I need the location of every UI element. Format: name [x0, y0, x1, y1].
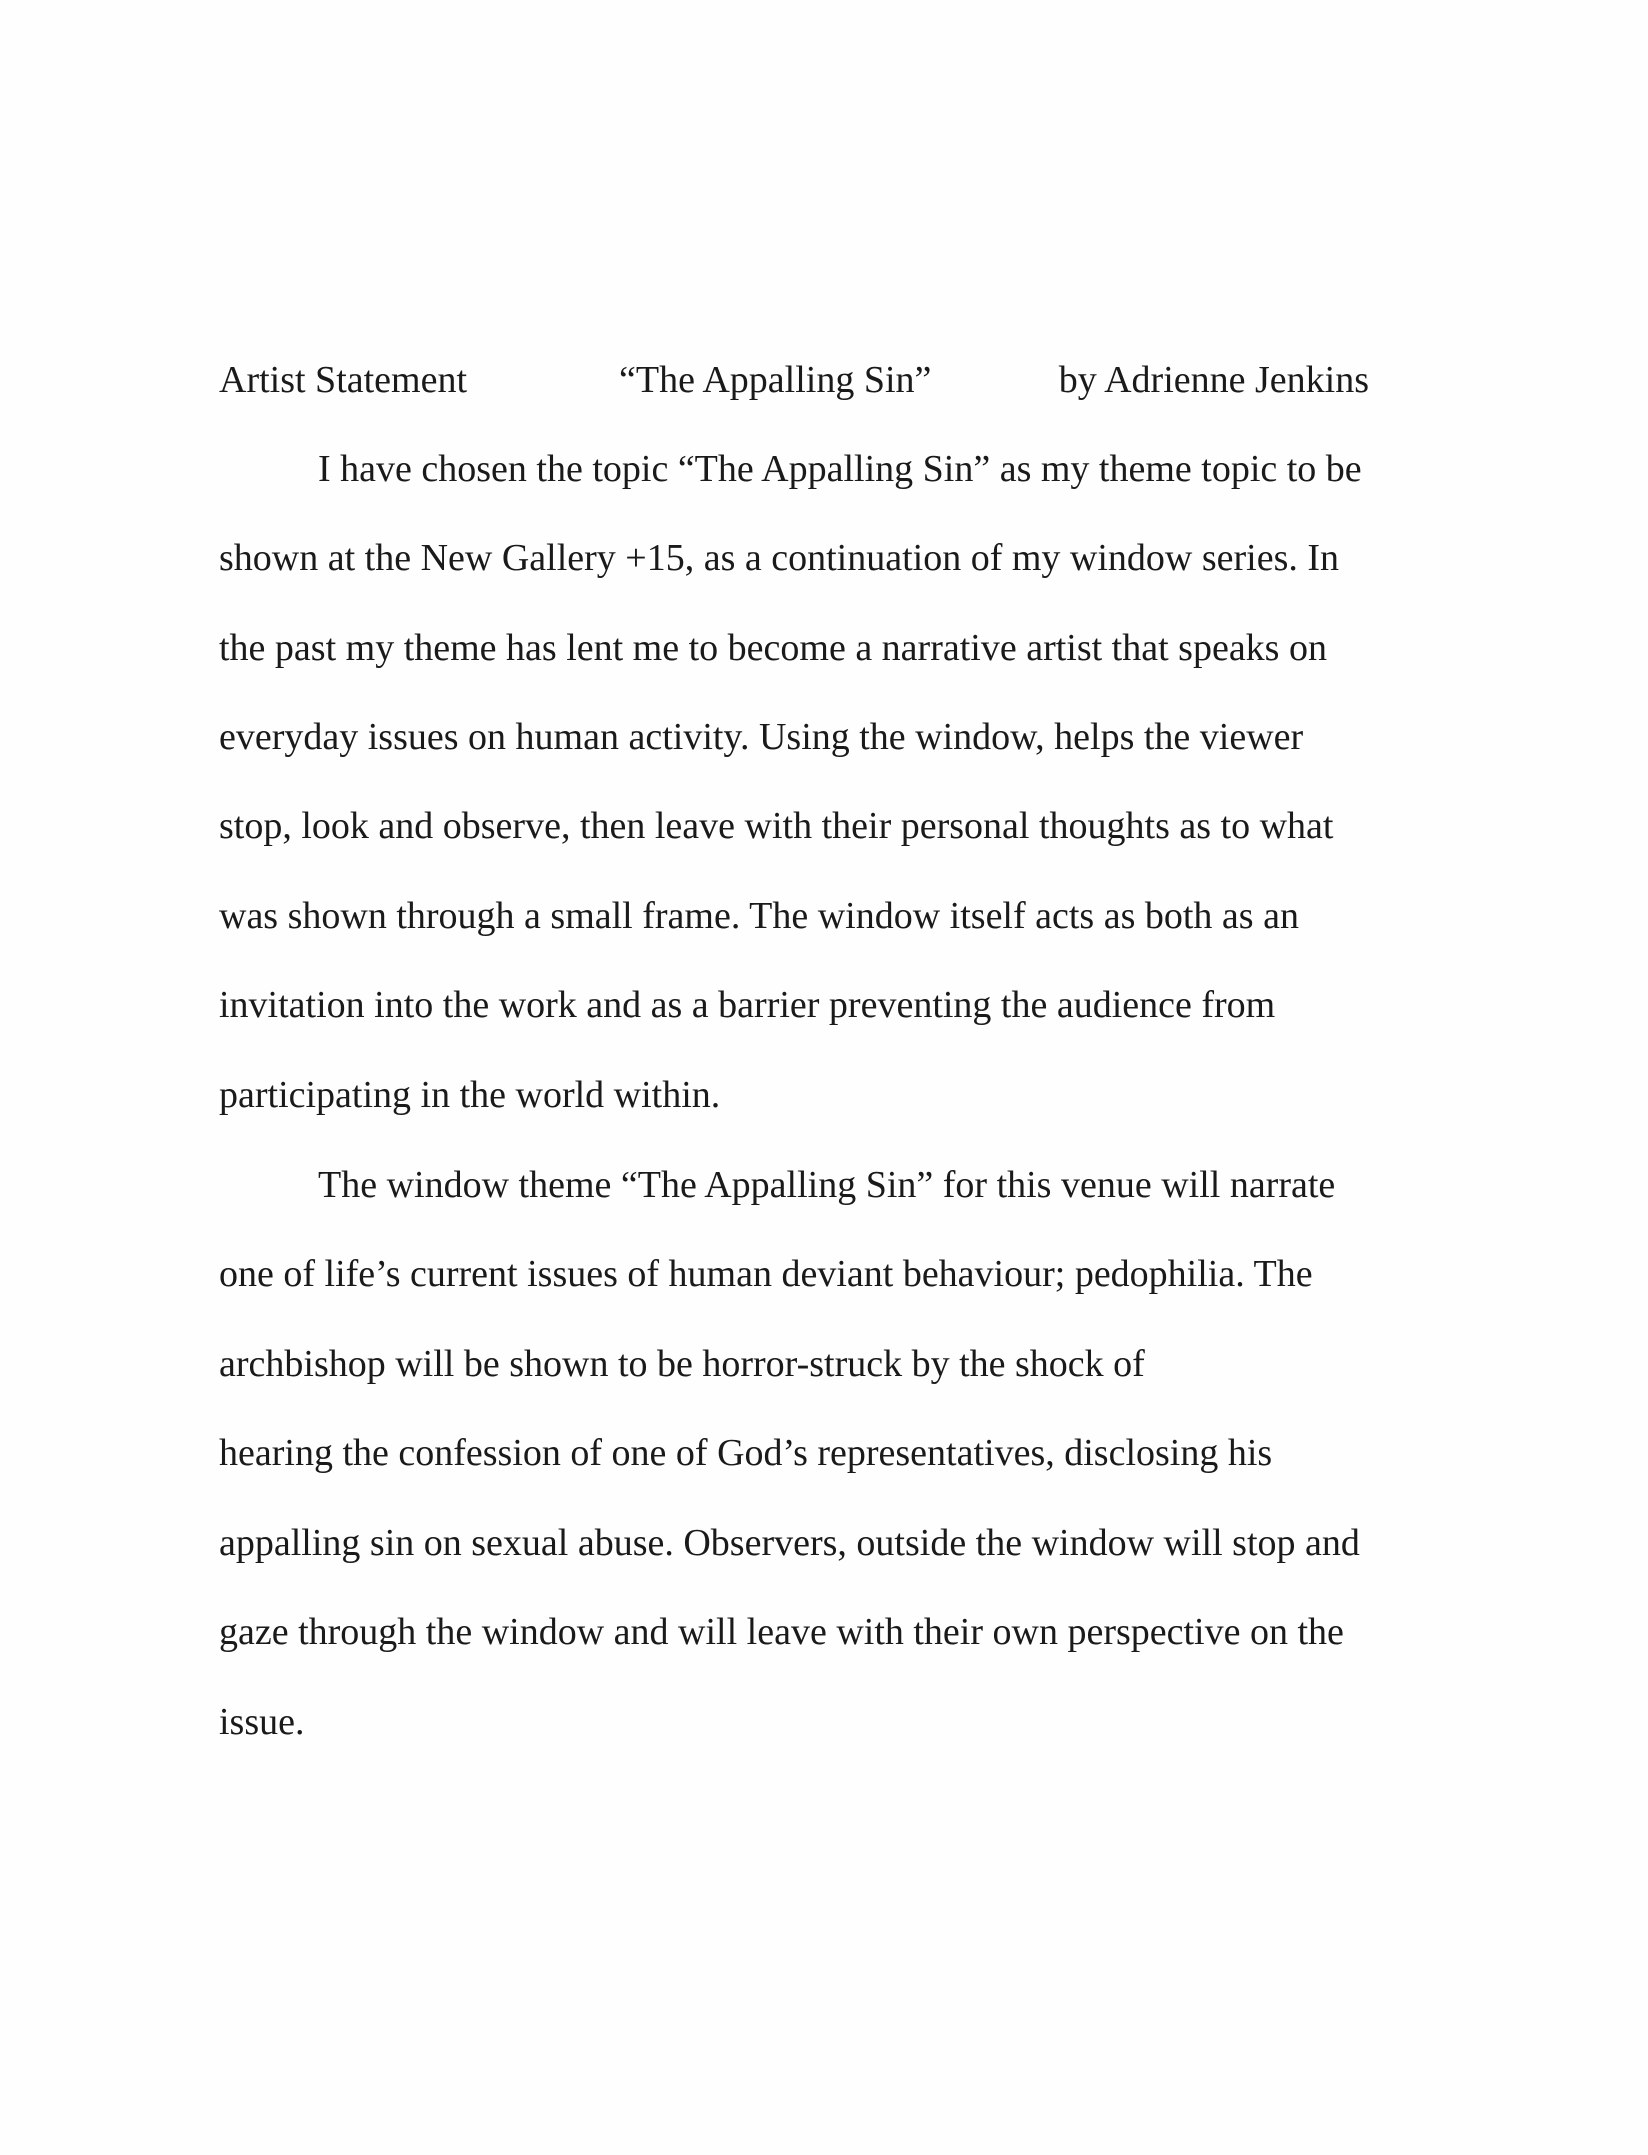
paragraph-1-line-5: stop, look and observe, then leave with their personal thoughts as to what [219, 805, 1334, 847]
paragraph-1-line-1: I have chosen the topic “The Appalling Sin” as my theme topic to be [318, 448, 1362, 490]
paragraph-2-line-3: archbishop will be shown to be horror-struck by the shock of [219, 1343, 1145, 1385]
author-byline: by Adrienne Jenkins [1058, 359, 1369, 401]
paragraph-1-line-8: participating in the world within. [219, 1074, 721, 1116]
paragraph-1-line-4: everyday issues on human activity. Using the window, helps the viewer [219, 716, 1304, 758]
document-title: “The Appalling Sin” [619, 359, 932, 401]
paragraph-2-line-6: gaze through the window and will leave with their own perspective on the [219, 1611, 1344, 1653]
paragraph-2-line-2: one of life’s current issues of human deviant behaviour; pedophilia. The [219, 1253, 1313, 1295]
paragraph-2-line-1: The window theme “The Appalling Sin” for this venue will narrate [318, 1164, 1336, 1206]
paragraph-1-line-2: shown at the New Gallery +15, as a continuation of my window series. In [219, 537, 1340, 579]
paragraph-2-line-5: appalling sin on sexual abuse. Observers, outside the window will stop and [219, 1522, 1360, 1564]
document-label: Artist Statement [219, 359, 468, 401]
header-row [219, 352, 1369, 408]
paragraph-1-line-6: was shown through a small frame. The window itself acts as both as an [219, 895, 1299, 937]
paragraph-1-line-3: the past my theme has lent me to become a narrative artist that speaks on [219, 627, 1327, 669]
paragraph-2-line-7: issue. [219, 1701, 305, 1743]
paragraph-2-line-4: hearing the confession of one of God’s representatives, disclosing his [219, 1432, 1273, 1474]
paragraph-1-line-7: invitation into the work and as a barrier preventing the audience from [219, 984, 1276, 1026]
